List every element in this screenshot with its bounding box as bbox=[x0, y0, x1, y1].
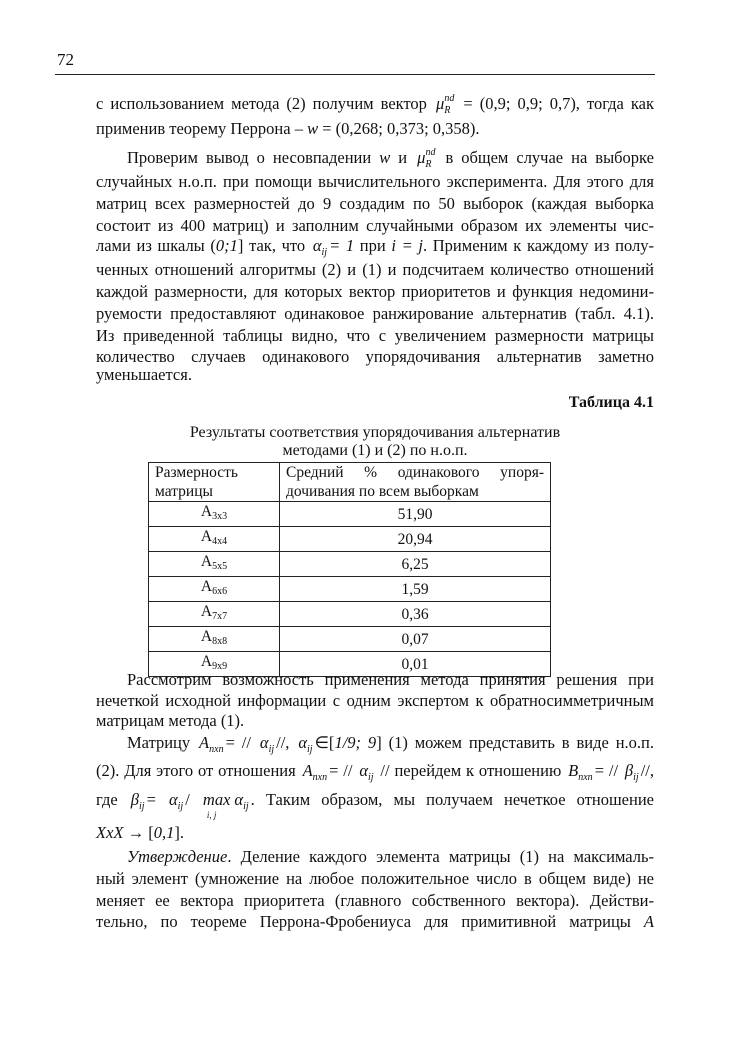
math-symbol: $\alpha_{ij}$ bbox=[359, 761, 374, 783]
math-symbol: $\beta_{ij}$ bbox=[130, 790, 145, 812]
table-caption-line: методами (1) и (2) по н.о.п. bbox=[282, 442, 468, 459]
math-symbol: $A_{nxn}$ bbox=[199, 733, 224, 755]
italic-text: 0,1 bbox=[153, 823, 175, 842]
math-symbol: $\alpha_{ij}$ bbox=[312, 236, 328, 258]
text-line: с использованием метода (2) получим вектор $\mu_R^{nd} = (0,9$; 0,9; 0,7), тогда как bbox=[96, 94, 654, 121]
table-row bbox=[149, 577, 551, 602]
superscript: nd bbox=[425, 147, 436, 158]
dimension-cell: $A_{7x7}$ bbox=[149, 602, 280, 627]
table-row bbox=[149, 602, 551, 627]
subscript: 4x4 bbox=[212, 536, 228, 547]
italic-text: w bbox=[307, 119, 319, 138]
header-text: Размерность bbox=[155, 464, 238, 481]
percent-cell: 6,25 bbox=[280, 552, 551, 577]
text-line: Матрицу $A_{nxn}$ = // $\alpha_{ij}$ //, $\alpha_{ij}$ ∈[1/9; 9] (1) можем представить в виде н.о.п. bbox=[127, 733, 654, 760]
text-line: где $\beta_{ij} = \alpha_{ij} / \max$ i, j $\alpha_{ij}$ . Таким образом, мы получаем нечеткое отношение bbox=[96, 790, 654, 817]
text-line: матриц всех размерностей до 9 создадим по 50 выборок (каждая выборка bbox=[96, 194, 654, 213]
subscript: ij bbox=[268, 744, 275, 755]
header-rule bbox=[55, 74, 655, 75]
italic-text: 0;1 bbox=[215, 236, 238, 255]
text-line: Проверим вывод о несовпадении w и $\mu_R^{nd}$ в общем случае на выборке bbox=[127, 148, 654, 175]
subscript: ij bbox=[243, 801, 249, 812]
results-table bbox=[148, 462, 551, 677]
math-symbol: $B_{nxn}$ bbox=[568, 761, 593, 783]
percent-cell: 0,01 bbox=[280, 652, 551, 677]
text-line: Утверждение. Деление каждого элемента матрицы (1) на максималь- bbox=[127, 847, 654, 866]
math-symbol: $\alpha_{ij}$ bbox=[234, 790, 249, 812]
dimension-cell: $A_{6x6}$ bbox=[149, 577, 280, 602]
text-line: каждой размерности, для которых вектор приоритетов и функция недомини- bbox=[96, 282, 654, 301]
text-line: (2). Для этого от отношения $A_{nxn}$ = // $\alpha_{ij}$ // перейдем к отношению $B_{nxn}$ = // $\beta_{ij}$ //, bbox=[96, 761, 654, 788]
text-line: матрицам метода (1). bbox=[96, 711, 245, 730]
math-symbol: $\alpha_{ij}$ bbox=[259, 733, 275, 755]
subscript: 3x3 bbox=[212, 511, 228, 522]
table-caption-line: Результаты соответствия упорядочивания альтернатив bbox=[189, 424, 561, 441]
text-line: уменьшается. bbox=[96, 365, 192, 384]
subscript: 7x7 bbox=[212, 611, 228, 622]
table-row bbox=[149, 502, 551, 527]
text-line: Рассмотрим возможность применения метода принятия решения при bbox=[127, 670, 654, 689]
subscript: ij bbox=[633, 772, 639, 783]
dimension-cell: $A_{4x4}$ bbox=[149, 527, 280, 552]
italic-text: = 1 bbox=[329, 236, 355, 255]
header-cell bbox=[149, 463, 280, 502]
math-symbol: $\beta_{ij}$ bbox=[624, 761, 639, 783]
percent-cell: 1,59 bbox=[280, 577, 551, 602]
math-symbol: $\alpha_{ij}$ bbox=[298, 733, 313, 755]
text-line: ченных отношений алгоритмы (2) и (1) и подсчитаем количество отношений bbox=[96, 260, 654, 279]
math-symbol: max i, j bbox=[203, 790, 231, 810]
text-line: случайных н.о.п. при помощи вычислительного эксперимента. Для этого для bbox=[96, 172, 654, 191]
table-label: Таблица 4.1 bbox=[568, 394, 654, 411]
italic-text: XxX bbox=[96, 823, 124, 842]
math-symbol: $\alpha_{ij}$ bbox=[168, 790, 184, 812]
math-symbol: $\mu_R^{nd}$ bbox=[435, 93, 455, 116]
subscript: ij bbox=[139, 801, 145, 812]
dimension-cell: $A_{9x9}$ bbox=[149, 652, 280, 677]
subscript: ij bbox=[177, 801, 184, 812]
subscript: 9x9 bbox=[212, 661, 228, 672]
header-text: Средний % одинакового упоря- bbox=[286, 464, 544, 481]
subscript: 6x6 bbox=[212, 586, 228, 597]
percent-cell: 51,90 bbox=[280, 502, 551, 527]
text-line: применив теорему Перрона – w = (0,268; 0,373; 0,358). bbox=[96, 119, 480, 138]
percent-cell: 0,36 bbox=[280, 602, 551, 627]
subscript: 8x8 bbox=[212, 636, 228, 647]
page-number: 72 bbox=[57, 50, 74, 69]
table-row bbox=[149, 552, 551, 577]
subscript: nxn bbox=[209, 744, 224, 755]
header-cell bbox=[280, 463, 551, 502]
subscript: ij bbox=[368, 772, 374, 783]
text-line: меняет ее вектора приоритета (главного собственного вектора). Действи- bbox=[96, 891, 654, 910]
italic-text: i = j bbox=[391, 236, 423, 255]
text-line: руемости предоставляют одинаковое ранжирование альтернатив (табл. 4.1). bbox=[96, 304, 654, 323]
math-symbol: $\mu_R^{nd}$ bbox=[417, 147, 436, 170]
text-line: ный элемент (умножение на любое положительное число в общем виде) не bbox=[96, 869, 654, 888]
table-header-row bbox=[149, 463, 551, 502]
table-row bbox=[149, 627, 551, 652]
subscript: R bbox=[444, 105, 451, 116]
table-row bbox=[149, 527, 551, 552]
dimension-cell: $A_{3x3}$ bbox=[149, 502, 280, 527]
text-line: состоит из 400 матриц) и заполним случайными образом их элементы чис- bbox=[96, 216, 654, 235]
italic-text: 1/9; 9 bbox=[334, 733, 377, 752]
subscript: ij bbox=[307, 744, 313, 755]
text-line: лами из шкалы (0;1] так, что $\alpha_{ij} = 1$ при i = j. Применим к каждому из полу- bbox=[96, 236, 654, 263]
superscript: nd bbox=[444, 93, 455, 104]
text-line: Из приведенной таблицы видно, что с увеличением размерности матрицы bbox=[96, 326, 654, 345]
under-index: i, j bbox=[206, 810, 217, 820]
dimension-cell: $A_{8x8}$ bbox=[149, 627, 280, 652]
italic-text: A bbox=[643, 912, 654, 931]
table-caption bbox=[96, 424, 654, 460]
dimension-cell: $A_{5x5}$ bbox=[149, 552, 280, 577]
subscript: 5x5 bbox=[212, 561, 228, 572]
text-line: нечеткой исходной информации с одним экспертом к обратносимметричным bbox=[96, 691, 654, 710]
text-line: XxX → [0,1]. bbox=[96, 823, 184, 842]
italic-text: Утверждение bbox=[127, 847, 228, 866]
percent-cell: 20,94 bbox=[280, 527, 551, 552]
subscript: ij bbox=[321, 247, 328, 258]
header-text: матрицы bbox=[155, 483, 213, 500]
percent-cell: 0,07 bbox=[280, 627, 551, 652]
subscript: nxn bbox=[578, 772, 593, 783]
text-line: количество случаев одинакового упорядочивания альтернатив заметно bbox=[96, 347, 654, 366]
header-text: дочивания по всем выборкам bbox=[286, 483, 479, 500]
text-line: тельно, по теореме Перрона-Фробениуса для примитивной матрицы A bbox=[96, 912, 654, 931]
italic-text: w bbox=[379, 148, 391, 167]
subscript: nxn bbox=[312, 772, 328, 783]
subscript: R bbox=[425, 159, 432, 170]
math-symbol: $A_{nxn}$ bbox=[302, 761, 328, 783]
